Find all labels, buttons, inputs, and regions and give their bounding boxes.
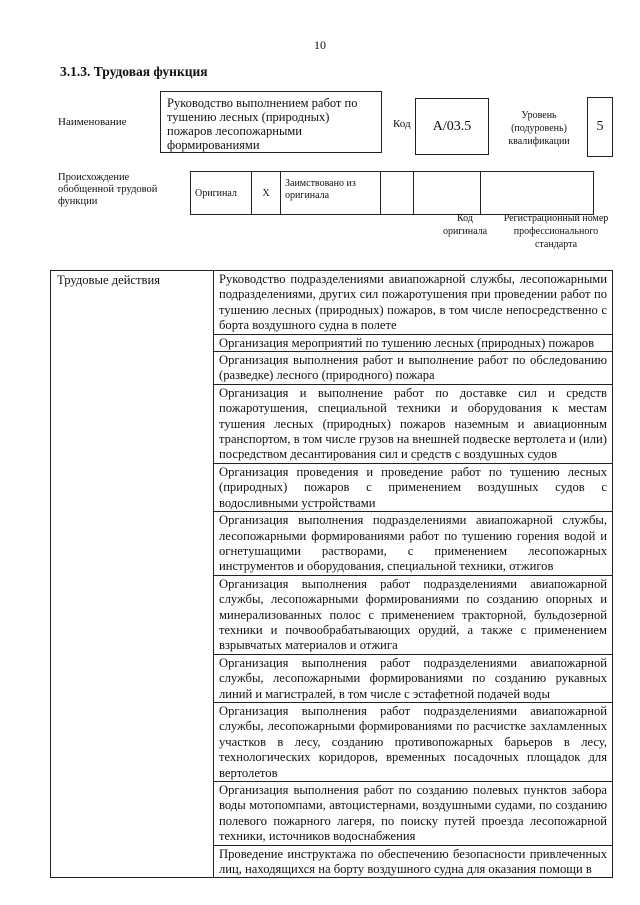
table-row bbox=[51, 271, 613, 335]
labor-action-item: Организация выполнения работ подразделениями авиапожарной службы, лесопожарными формированиями по расчистке захламленных участков в лесу, созданию противопожарных барьеров в лесу, технологических коридоров, временных посадочных площадок для вертолетов bbox=[214, 702, 613, 781]
labor-action-item: Организация проведения и проведение работ по тушению лесных (природных) пожаров с применением воздушных судов с водосливными устройствами bbox=[214, 463, 613, 511]
registration-number-caption: Регистрационный номер профессионального стандарта bbox=[503, 213, 609, 250]
labor-action-item: Организация выполнения работ по созданию полевых пунктов забора воды мотопомпами, автоцистернами, воздушными судами, по созданию полевого пожарного лагеря, по поиску путей проезда лесопожарной техники, источников водоснабжения bbox=[214, 782, 613, 846]
code-label: Код bbox=[393, 118, 411, 130]
labor-action-item: Организация мероприятий по тушению лесных (природных) пожаров bbox=[214, 334, 613, 351]
function-name-box: Руководство выполнением работ по тушению лесных (природных) пожаров лесопожарными формированиями bbox=[160, 91, 382, 153]
original-code-caption: Код оригинала bbox=[442, 213, 488, 237]
empty-cell bbox=[381, 172, 414, 215]
origin-table bbox=[190, 171, 594, 215]
labor-action-item: Организация выполнения работ подразделениями авиапожарной службы, лесопожарными формированиями по созданию рукавных линий и магистралей, в том числе с эстафетной подачей воды bbox=[214, 654, 613, 702]
page-number: 10 bbox=[314, 38, 326, 52]
function-code-box: А/03.5 bbox=[415, 98, 489, 155]
labor-action-item: Организация и выполнение работ по доставке сил и средств пожаротушения, специальной техники и оборудования к местам тушения лесных (природных) пожаров наземным и авиационным транспортом, в том числе грузов на внешней подвеске вертолета и (или) посредством десантирования сил и средств с воздушных судов bbox=[214, 384, 613, 463]
section-title: 3.1.3. Трудовая функция bbox=[60, 64, 208, 79]
qualification-level-box: 5 bbox=[587, 97, 613, 157]
labor-actions-table bbox=[50, 270, 613, 878]
origin-label bbox=[58, 172, 170, 208]
labor-action-item: Организация выполнения работ и выполнение работ по обследованию (разведке) лесного (природного) пожара bbox=[214, 352, 613, 385]
origin-label-text: Происхождение обобщенной трудовой функции bbox=[58, 172, 158, 207]
labor-action-item: Организация выполнения подразделениями авиапожарной службы, лесопожарными формированиями работ по тушению горения водой и огнетушащими растворами, с применением лесопожарных инструментов и оборудования, специальной техники, отжигов bbox=[214, 512, 613, 576]
labor-action-item: Руководство подразделениями авиапожарной службы, лесопожарными подразделениями, других сил пожаротушения при проведении работ по тушению лесных (природных) пожаров, в том числе непосредственно с борта воздушного судна в полете bbox=[214, 271, 613, 335]
original-mark: Х bbox=[252, 172, 281, 215]
original-cell: Оригинал bbox=[191, 172, 252, 215]
labor-action-item: Проведение инструктажа по обеспечению безопасности привлеченных лиц, находящихся на борту воздушного судна для оказания помощи в bbox=[214, 845, 613, 878]
labor-actions-label: Трудовые действия bbox=[51, 271, 214, 878]
borrowed-cell: Заимствовано из оригинала bbox=[281, 172, 381, 215]
original-code-cell bbox=[414, 172, 481, 215]
name-label: Наименование bbox=[58, 116, 127, 128]
registration-number-cell bbox=[481, 172, 594, 215]
qualification-level-label: Уровень (подуровень) квалификации bbox=[508, 110, 570, 147]
labor-action-item: Организация выполнения работ подразделениями авиапожарной службы, лесопожарными формированиями по созданию опорных и минерализованных полос с применением тракторной, бульдозерной техники и почвообрабатывающих орудий, а также с применением взрывчатых материалов и отжига bbox=[214, 575, 613, 654]
